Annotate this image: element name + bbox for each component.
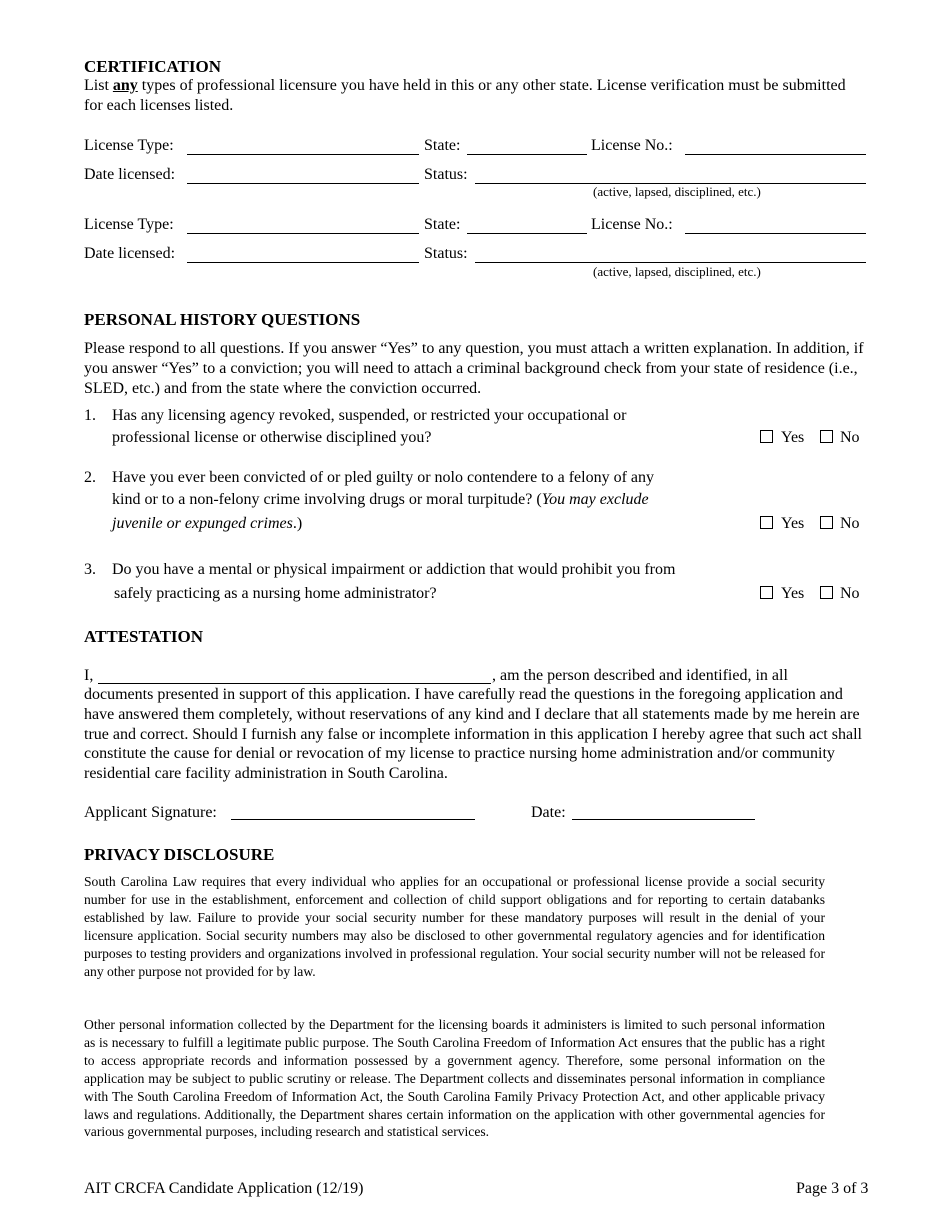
intro-post: types of professional licensure you have held in this or any other state. License verification must be submitted for each licenses listed. xyxy=(84,77,846,114)
q2-no-label: No xyxy=(840,515,860,532)
q1-yes-label: Yes xyxy=(781,429,805,446)
history-heading: PERSONAL HISTORY QUESTIONS xyxy=(84,310,361,329)
q3-yes-label: Yes xyxy=(781,585,805,602)
q1-no-checkbox[interactable] xyxy=(820,430,833,443)
license-no-label-1: License No.: xyxy=(591,137,673,154)
state-label-1: State: xyxy=(424,137,461,154)
q3-line1: Do you have a mental or physical impairment or addiction that would prohibit you from xyxy=(112,561,676,578)
certification-heading: CERTIFICATION xyxy=(84,57,221,76)
license-type-label-2: License Type: xyxy=(84,216,174,233)
state-field-1[interactable] xyxy=(467,154,587,155)
date-licensed-label-2: Date licensed: xyxy=(84,245,176,262)
q2-line2 xyxy=(112,488,649,512)
q3-yes-checkbox[interactable] xyxy=(760,586,773,599)
date-licensed-label-1: Date licensed: xyxy=(84,166,176,183)
status-hint-1: (active, lapsed, disciplined, etc.) xyxy=(593,184,761,199)
signature-label: Applicant Signature: xyxy=(84,804,217,821)
date-label: Date: xyxy=(531,804,566,821)
q1-line1: Has any licensing agency revoked, suspended, or restricted your occupational or xyxy=(112,407,627,424)
intro-pre: List xyxy=(84,77,113,94)
intro-emphasis: any xyxy=(112,77,138,94)
q2-line1: Have you ever been convicted of or pled guilty or nolo contendere to a felony of any xyxy=(112,469,655,486)
attestation-i-label: I, xyxy=(84,667,94,684)
state-label-2: State: xyxy=(424,216,461,233)
q1-line2: professional license or otherwise disciplined you? xyxy=(112,429,432,446)
status-label-1: Status: xyxy=(424,166,468,183)
q3-number: 3. xyxy=(84,561,96,578)
footer-page-number: Page 3 of 3 xyxy=(796,1180,869,1197)
q2-line2-italic: You may exclude xyxy=(541,491,649,508)
state-field-2[interactable] xyxy=(467,233,587,234)
status-field-2[interactable] xyxy=(475,262,866,263)
q2-line3-text: .) xyxy=(292,515,303,532)
privacy-paragraph-1: South Carolina Law requires that every individual who applies for an occupational or professional license provide a social security number for use in the establishment, enforcement and collection of child support obligations and for reporting to certain databanks established by law. Failure to provide your social security number for these mandatory purposes will result in the denial of your licensure application. Social security numbers may also be disclosed to other governmental regulatory agencies and for identification purposes to testing providers and organizations involved in professional regulation. Your social security number will not be released for any other purpose not provided for by law. xyxy=(84,874,825,979)
attestation-first-line: , am the person described and identified, in all xyxy=(492,667,788,684)
license-no-field-2[interactable] xyxy=(685,233,866,234)
date-field[interactable] xyxy=(572,819,755,820)
q3-line2: safely practicing as a nursing home administrator? xyxy=(114,585,437,602)
privacy-heading: PRIVACY DISCLOSURE xyxy=(84,845,275,864)
certification-intro xyxy=(84,76,866,116)
date-licensed-field-1[interactable] xyxy=(187,183,419,184)
history-intro: Please respond to all questions. If you answer “Yes” to any question, you must attach a written explanation. In addition, if you answer “Yes” to a conviction; you will need to attach a criminal background check from your state of residence (i.e., SLED, etc.) and from the state where the conviction occurred. xyxy=(84,340,864,397)
q3-no-checkbox[interactable] xyxy=(820,586,833,599)
q2-line3-italic: juvenile or expunged crimes xyxy=(112,515,293,532)
attestation-body: documents presented in support of this application. I have carefully read the questions in the foregoing application and have answered them completely, without reservations of any kind and I declare that all statements made by me herein are true and correct. Should I furnish any false or incomplete information in this application I hereby agree that such act shall constitute the cause for denial or revocation of my license to practice nursing home administration and/or community residential care facility administration in South Carolina. xyxy=(84,686,862,783)
q2-line2-text: kind or to a non-felony crime involving drugs or moral turpitude? ( xyxy=(112,491,542,508)
attestation-name-field[interactable] xyxy=(98,683,491,684)
status-hint-2: (active, lapsed, disciplined, etc.) xyxy=(593,264,761,279)
attestation-heading: ATTESTATION xyxy=(84,627,204,646)
date-licensed-field-2[interactable] xyxy=(187,262,419,263)
status-label-2: Status: xyxy=(424,245,468,262)
q1-yes-checkbox[interactable] xyxy=(760,430,773,443)
license-no-label-2: License No.: xyxy=(591,216,673,233)
q1-no-label: No xyxy=(840,429,860,446)
license-type-field-1[interactable] xyxy=(187,154,419,155)
q1-number: 1. xyxy=(84,407,96,424)
license-type-field-2[interactable] xyxy=(187,233,419,234)
q2-yes-checkbox[interactable] xyxy=(760,516,773,529)
q2-number: 2. xyxy=(84,469,96,486)
q3-no-label: No xyxy=(840,585,860,602)
privacy-paragraph-2: Other personal information collected by the Department for the licensing boards it administers is limited to such personal information as is necessary to fulfill a legitimate public purpose. The South Carolina Freedom of Information Act ensures that the public has a right to access appropriate records and information possessed by a government agency. Therefore, some personal information on the application may be subject to public scrutiny or release. The Department collects and disseminates personal information in compliance with The South Carolina Freedom of Information Act, the South Carolina Family Privacy Protection Act, and other applicable privacy laws and regulations. Additionally, the Department shares certain information on the application with other governmental agencies for various governmental purposes, including research and statistical services. xyxy=(84,1017,825,1140)
license-type-label-1: License Type: xyxy=(84,137,174,154)
footer-form-id: AIT CRCFA Candidate Application (12/19) xyxy=(84,1180,364,1197)
license-no-field-1[interactable] xyxy=(685,154,866,155)
signature-field[interactable] xyxy=(231,819,475,820)
q2-no-checkbox[interactable] xyxy=(820,516,833,529)
q2-line3 xyxy=(112,512,302,536)
q2-yes-label: Yes xyxy=(781,515,805,532)
